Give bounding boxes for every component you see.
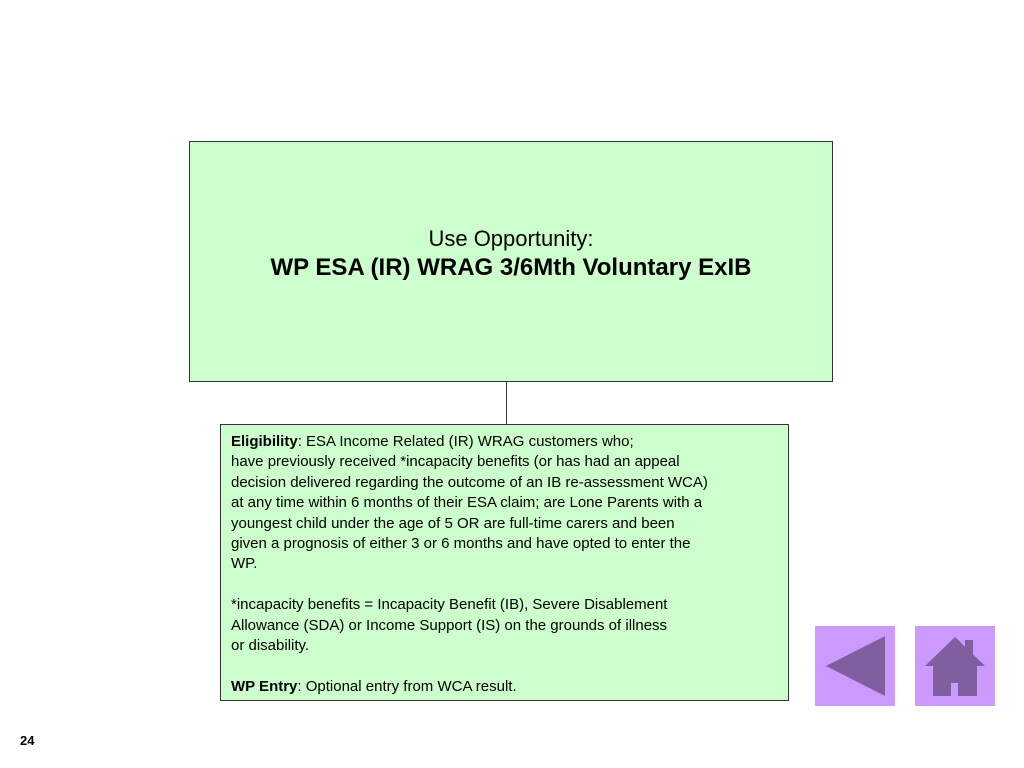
- paragraph-gap: [231, 575, 778, 595]
- eligibility-line: given a prognosis of either 3 or 6 months and have opted to enter the: [231, 535, 691, 553]
- slide-number: 24: [20, 733, 35, 748]
- paragraph-gap: [231, 656, 778, 676]
- eligibility-line: youngest child under the age of 5 OR are full-time carers and been: [231, 514, 675, 532]
- entry-label: WP Entry: [231, 677, 298, 695]
- eligibility-intro: : ESA Income Related (IR) WRAG customers who;: [297, 433, 634, 450]
- opportunity-title: WP ESA (IR) WRAG 3/6Mth Voluntary ExIB: [270, 254, 752, 281]
- home-icon: [915, 626, 995, 706]
- note-line: *incapacity benefits = Incapacity Benefit (IB), Severe Disablement: [231, 596, 668, 614]
- eligibility-line: at any time within 6 months of their ESA claim; are Lone Parents with a: [231, 494, 703, 512]
- eligibility-line: have previously received *incapacity benefits (or has had an appeal: [231, 453, 680, 471]
- home-button[interactable]: [915, 626, 995, 706]
- opportunity-label: Use Opportunity:: [428, 226, 594, 251]
- eligibility-line: decision delivered regarding the outcome of an IB re-assessment WCA): [231, 473, 708, 491]
- eligibility-label: Eligibility: [231, 433, 298, 450]
- eligibility-heading-line: [231, 432, 778, 452]
- note-line: Allowance (SDA) or Income Support (IS) on the grounds of illness: [231, 616, 668, 634]
- back-button[interactable]: [815, 626, 895, 706]
- eligibility-line: WP.: [231, 555, 258, 573]
- opportunity-box: [189, 141, 833, 382]
- entry-line: [231, 677, 778, 697]
- connector-line: [506, 382, 507, 424]
- entry-text: : Optional entry from WCA result.: [297, 677, 517, 695]
- note-line: or disability.: [231, 637, 310, 655]
- eligibility-box: [220, 424, 789, 701]
- back-arrow-icon: [815, 626, 895, 706]
